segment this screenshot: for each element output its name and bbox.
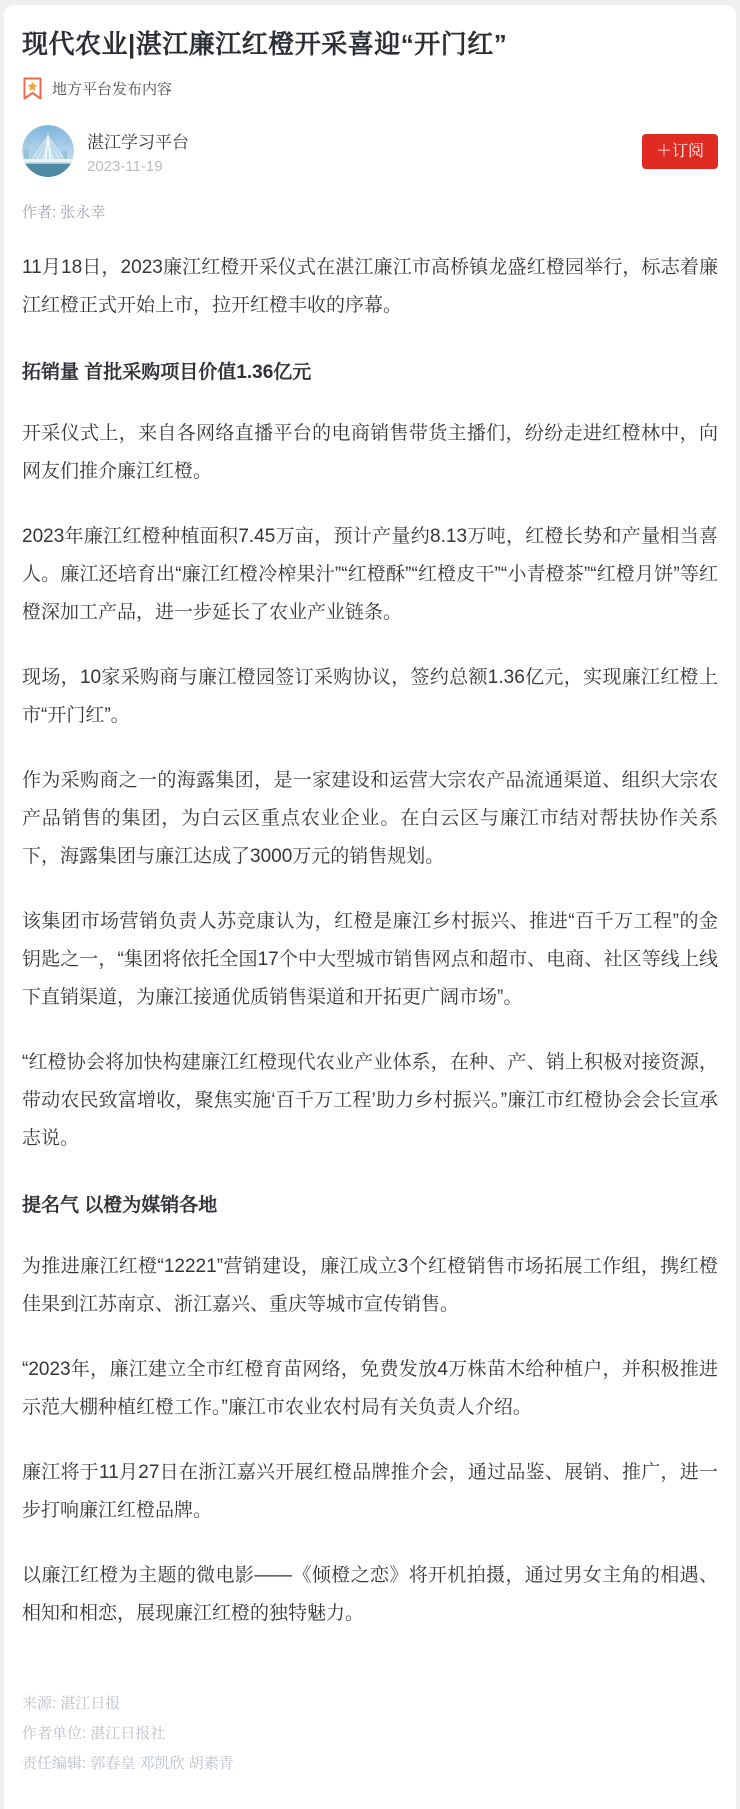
publisher-link[interactable] bbox=[22, 125, 189, 177]
paragraph: 现场，10家采购商与廉江橙园签订采购协议，签约总额1.36亿元，实现廉江红橙上市“开门红”。 bbox=[22, 667, 718, 727]
publisher-avatar bbox=[22, 125, 74, 177]
paragraph: 该集团市场营销负责人苏竞康认为，红橙是廉江乡村振兴、推进“百千万工程”的金钥匙之一，“集团将依托全国17个中大型城市销售网点和超市、电商、社区等线上线下直销渠道，为廉江接通优质销售渠道和开拓更广阔市场”。 bbox=[22, 911, 718, 1009]
paragraph: “红橙协会将加快构建廉江红橙现代农业产业体系，在种、产、销上积极对接资源，带动农民致富增收，聚焦实施‘百千万工程’助力乡村振兴。”廉江市红橙协会会长宣承志说。 bbox=[22, 1052, 718, 1150]
footer-line: 责任编辑: 郭春皇 邓凯欣 胡素青 bbox=[22, 1755, 234, 1773]
author-line: 作者: 张永幸 bbox=[22, 204, 106, 222]
article-card bbox=[4, 5, 736, 1809]
section-heading: 拓销量 首批采购项目价值1.36亿元 bbox=[22, 362, 312, 384]
paragraph: 作为采购商之一的海露集团，是一家建设和运营大宗农产品流通渠道、组织大宗农产品销售的集团，为白云区重点农业企业。在白云区与廉江市结对帮扶协作关系下，海露集团与廉江达成了3000万元的销售规划。 bbox=[22, 770, 718, 868]
article-footer bbox=[22, 1689, 718, 1779]
article-body bbox=[22, 249, 718, 1633]
paragraph: 开采仪式上，来自各网络直播平台的电商销售带货主播们，纷纷走进红橙林中，向网友们推介廉江红橙。 bbox=[22, 423, 718, 483]
publisher-row bbox=[22, 125, 718, 177]
badge-label: 地方平台发布内容 bbox=[52, 81, 173, 99]
footer-line: 来源: 湛江日报 bbox=[22, 1695, 121, 1713]
footer-line: 作者单位: 湛江日报社 bbox=[22, 1725, 166, 1743]
paragraph: 为推进廉江红橙“12221”营销建设，廉江成立3个红橙销售市场拓展工作组，携红橙佳果到江苏南京、浙江嘉兴、重庆等城市宣传销售。 bbox=[22, 1256, 718, 1316]
paragraph: 11月18日，2023廉江红橙开采仪式在湛江廉江市高桥镇龙盛红橙园举行，标志着廉江红橙正式开始上市，拉开红橙丰收的序幕。 bbox=[22, 257, 718, 317]
publisher-name: 湛江学习平台 bbox=[87, 132, 189, 152]
publish-date: 2023-11-19 bbox=[87, 157, 163, 175]
paragraph: 廉江将于11月27日在浙江嘉兴开展红橙品牌推介会，通过品鉴、展销、推广，进一步打响廉江红橙品牌。 bbox=[22, 1462, 718, 1522]
paragraph: 以廉江红橙为主题的微电影——《倾橙之恋》将开机拍摄，通过男女主角的相遇、相知和相恋，展现廉江红橙的独特魅力。 bbox=[22, 1565, 718, 1625]
platform-badge bbox=[22, 77, 718, 100]
bookmark-star-icon bbox=[22, 77, 43, 100]
paragraph: 2023年廉江红橙种植面积7.45万亩，预计产量约8.13万吨，红橙长势和产量相当喜人。廉江还培育出“廉江红橙冷榨果汁”“红橙酥”“红橙皮干”“小青橙茶”“红橙月饼”等红橙深加工产品，进一步延长了农业产业链条。 bbox=[22, 526, 718, 624]
section-heading: 提名气 以橙为媒销各地 bbox=[22, 1195, 218, 1217]
subscribe-button[interactable]: ＋订阅 bbox=[642, 134, 718, 169]
page-title: 现代农业|湛江廉江红橙开采喜迎“开门红” bbox=[22, 29, 508, 59]
paragraph: “2023年，廉江建立全市红橙育苗网络，免费发放4万株苗木给种植户，并积极推进示范大棚种植红橙工作。”廉江市农业农村局有关负责人介绍。 bbox=[22, 1359, 718, 1419]
